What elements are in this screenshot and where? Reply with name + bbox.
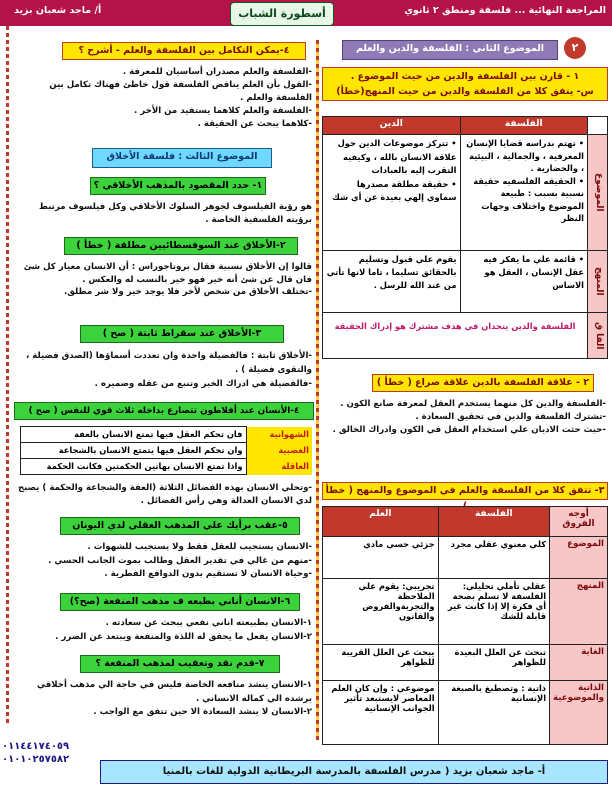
soul-powers-table [20, 426, 312, 475]
author-name: أ/ ماجد شعبان بزيد [14, 5, 102, 16]
col-religion: الدين [323, 117, 461, 135]
subject-religion: • تتركز موضوعات الدين حول علاقة الانسان بالله ، وكيفيه التقرب إليه بالعبادات • حقيقة مطلقة مصدرها سماوي إلهي بعيدة عن أي شك [323, 135, 461, 251]
phone-number: ٠١٠١٠٢٥٧٥٨٢ [2, 754, 70, 765]
q2-point: -الفلسفة والدين كل منهما يستخدم العقل لمعرفة صانع الكون . [340, 399, 606, 409]
col-aspect: أوجه الفروق [550, 507, 608, 537]
philosophy-cell: تبحث عن العلل البعيدة للظواهر [438, 645, 549, 681]
question-1-box [322, 67, 608, 101]
soul-desc: فان تحكم العقل فيها تمتع الانسان بالعفة [21, 427, 247, 443]
question-4-answer [14, 66, 312, 131]
phone-number: ٠١١٤٤١٧٤٠٥٩ [2, 741, 70, 752]
science-cell: تجريبي: يقوم علي الملاحظة والتجربةوالفروض والقانون [323, 579, 439, 645]
philosophy-cell: كلي معنوي عقلي مجرد [438, 537, 549, 579]
answer-a5 [14, 541, 312, 582]
soul-term: العاقلة [246, 459, 312, 475]
science-cell: يبحث عن العلل القريبة للظواهر [323, 645, 439, 681]
science-cell: جزئي حسي مادي [323, 537, 439, 579]
page-number-badge: ٢ [564, 37, 586, 59]
a6-point: ١-الانسان بطبيعته اناني نفعي يبحث عن سعادته . [105, 618, 312, 628]
topic-3-title: الموضوع الثالث : فلسفة الأخلاق [92, 148, 272, 168]
a7-point: ٢-الانسان لا ينشد السعادة الا حين تتفق مع الواجب . [93, 707, 312, 717]
philosophy-cell: ذاتية : وتصطبغ بالصبغة الإنسانية [438, 681, 549, 745]
answer-a7 [14, 679, 312, 720]
a5-point: -وحياة الانسان لا تستقيم بدون الدوافع الفطرية . [104, 569, 312, 579]
table-row [323, 579, 608, 645]
table-row [21, 443, 313, 459]
question-2-answer [322, 398, 606, 437]
soul-desc: وان تحكم العقل فيها يتمتع الانسان بالشجاعة [21, 443, 247, 459]
question-a7: ٧-قدم نقد وتعقيب لمذهب المنفعة ؟ [80, 655, 280, 673]
a5-point: -الانسان يستجيب للعقل فقط ولا يستجيب للشهوات . [87, 542, 312, 552]
question-a5: ٥-عقب برأيك علي المذهب العقلي لدي اليونان [60, 517, 300, 535]
phone-numbers [2, 740, 98, 766]
answer-a4-tail: -وتحلي الانسان بهذه الفضائل الثلاثة (العفة والشجاعة والحكمة ) يصبح لدي الانسان العدالة وهي رأس الفضائل . [18, 483, 312, 506]
table-row [323, 537, 608, 579]
question-4: ٤-يمكن التكامل بين الفلسفة والعلم - أشرح ؟ [62, 42, 306, 60]
footer-bar: أ- ماجد شعبان بزيد ( مدرس الفلسفة بالمدرسة البريطانية الدولية للغات بالمنيا [100, 760, 608, 784]
col-science: العلم [323, 507, 439, 537]
soul-term: الشهوانية [246, 427, 312, 443]
a5-point: -منهم من غالي في تقدير العقل وطالب بموت الجانب الحسي . [48, 555, 312, 566]
question-1b: س- يتفق كلا من الفلسفة والدين من حيث المنهج(خطأ) [336, 86, 594, 97]
question-a3: ٣-الأخلاق عند سقراط ثابتة ( صح ) [80, 325, 284, 343]
soul-desc: واذا تمتع الانسان بهاتين الحكمتين فكانت الحكمة [21, 459, 247, 475]
subject-philosophy: • تهتم بدراسه قضايا الإنسان المعرفية ، والجمالية ، البيئية ، والحضارية . • الحقيقه الفلسفيه حقيقة نسبية بسبب : طبيعة الموضوع واختلاف وجهات النظر [460, 135, 588, 251]
philosophy-cell: عقلي تأملي تحليلي: الفلسفة لا تسلم بصحة أي فكرة إلا إذا كانت غير قابلة للشك [438, 579, 549, 645]
answer-a3: -الأخلاق ثابتة : فالفضيلة واحدة وان تعددت أسماؤها (الصدق فضيلة ، والتقوى فضيلة ) . -فالفضيلة هي ادراك الخير وتنبع من عقله وضميره . [26, 351, 312, 389]
question-1: ١ - قارن بين الفلسفة والدين من حيث الموضوع . [350, 71, 580, 82]
corner-cell [588, 117, 608, 135]
question-a4: ٤-الأنسان عند أفلاطون تتصارع بداخله ثلاث قوي للنفس ( صح ) [14, 402, 314, 420]
philosophy-religion-table [322, 116, 608, 359]
a7-point: ١-الانسان ينشد منافعه الخاصة فليس في حاجة الي مذهب أخلاقي يرشده الي كماله الانساني . [36, 680, 312, 704]
col-philosophy: الفلسفة [460, 117, 588, 135]
brand-label: أسطورة الشباب [230, 2, 334, 26]
question-a6: ٦-الانسان أناني بطبعه ف مذهب المنفعة (صح؟) [60, 593, 300, 611]
column-divider [316, 40, 319, 740]
table-row [21, 427, 313, 443]
method-religion: يقوم علي قبول وتسليم بالحقائق تسليما ، تاما لانها تأتي من عند الله للرسل . [323, 251, 461, 313]
left-border-decoration [6, 26, 9, 726]
q4-point: -القول بأن العلم يناقض الفلسفة قول خاطئ فهناك تكامل بين الفلسفة والعلم . [49, 80, 312, 103]
method-philosophy: • قائمة علي ما يفكر فيه عقل الإنسان ، العقل هو الاساس [460, 251, 588, 313]
table-row [21, 459, 313, 475]
philosophy-science-table [322, 506, 608, 745]
question-3: ٣- تتفق كلا من الفلسفة والعلم في الموضوع والمنهج ( خطأ [322, 482, 608, 500]
science-cell: موضوعي : وإن كان العلم المعاصر لايستبعد تأثير الجوانب الإنسانية [323, 681, 439, 745]
soul-term: الغضبية [246, 443, 312, 459]
a6-point: ٢-الانسان يفعل ما يحقق له اللذة والمنفعة ويبتعد عن الضرر . [55, 631, 312, 642]
q4-point: -الفلسفة والعلم مصدران أساسيان للمعرفة . [122, 67, 312, 77]
q2-point: -حيث حثت الاديان علي استخدام العقل في الكون وادراك الخالق . [332, 425, 606, 435]
answer-a2: قالوا إن الأخلاق نسبية فقال بروتاجوراس : أن الانسان معيار كل شئ فان قال عن شئ أنه خير فهو خير بالنسب له والعكس . -تختلف الأخلاق من شخص لأخر فلا يوجد خير ولا شر مطلق. [23, 262, 312, 297]
q4-point: -الفلسفة والعلم كلاهما يستفيد من الأخر . [134, 106, 312, 116]
question-a2: ٢-الأخلاق عند السوفسطائيين مطلقة ( خطأ ) [64, 237, 298, 255]
answer-a1: هو رؤية الفيلسوف لجوهر السلوك الأخلاقي وكل فيلسوف مرتبط برؤيته الفلسفية الخاصة . [38, 202, 312, 225]
common-goal: الفلسفة والدين يتحدان في هدف مشترك هو إدراك الحقيقة [323, 313, 588, 359]
aspect-cell: الذاتية والموضوعية [550, 681, 608, 745]
row-subject: الموضوع [588, 135, 608, 251]
table-row [323, 681, 608, 745]
aspect-cell: المنهج [550, 579, 608, 645]
question-2: ٢ - علاقة الفلسفة بالدين علاقة صراع ( خطأ ) [372, 374, 594, 392]
row-common: الفا ق [588, 313, 608, 359]
review-title: المراجعة النهائية ... فلسفة ومنطق ٢ ثانوي [404, 5, 606, 16]
col-philosophy-2: الفلسفة [438, 507, 549, 537]
q4-point: -كلاهما يبحث عن الحقيقة . [197, 119, 312, 129]
aspect-cell: الغاية [550, 645, 608, 681]
answer-a6 [14, 617, 312, 644]
row-method: المنهج [588, 251, 608, 313]
aspect-cell: الموضوع [550, 537, 608, 579]
table-row [323, 645, 608, 681]
question-a1: ١- حدد المقصود بالمذهب الأخلاقي ؟ [90, 177, 266, 195]
topic-title: الموضوع الثاني : الفلسفة والدين والعلم [342, 40, 558, 60]
q2-point: -تشترك الفلسفة والدين في تحقيق السعادة . [415, 412, 606, 422]
